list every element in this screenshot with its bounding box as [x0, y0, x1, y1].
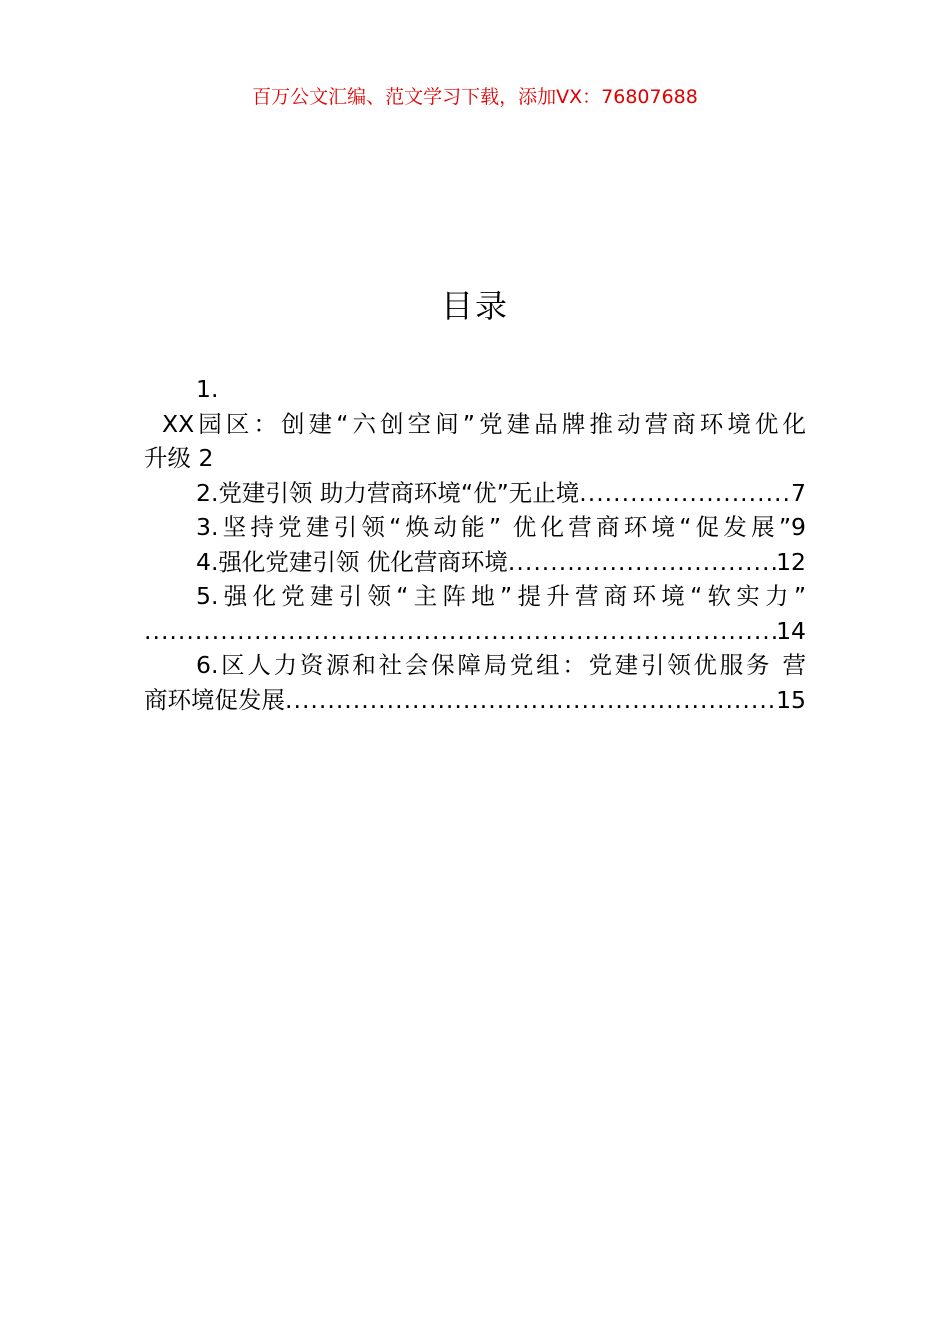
toc-item-4-text: 4.强化党建引领 优化营商环境	[196, 547, 508, 576]
toc-item-6-line1[interactable]: 6.区人力资源和社会保障局党组：党建引领优服务 营	[196, 651, 806, 679]
toc-item-1-line2[interactable]: 升级 2	[144, 444, 214, 472]
toc-item-1-line1[interactable]: XX园区：创建“六创空间”党建品牌推动营商环境优化	[162, 409, 806, 438]
table-of-contents	[144, 372, 806, 717]
toc-item-2[interactable]	[144, 476, 806, 511]
toc-item-4[interactable]	[144, 545, 806, 580]
toc-item-2-text: 2.党建引领 助力营商环境“优”无止境	[196, 478, 580, 507]
toc-item-1-number[interactable]: 1.	[196, 375, 219, 403]
toc-item-2-page: 7	[791, 478, 806, 507]
toc-item-2-leader	[579, 476, 791, 511]
toc-item-6-page: 15	[776, 685, 806, 714]
toc-item-5-page: 14	[776, 616, 806, 645]
watermark-header: 百万公文汇编、范文学习下载，添加VX：76807688	[252, 86, 698, 108]
toc-item-4-leader	[508, 545, 776, 580]
toc-item-5-line1[interactable]: 5.强化党建引领“主阵地”提升营商环境“软实力”	[196, 582, 806, 610]
toc-item-5-leader	[144, 614, 776, 649]
toc-item-6-line2[interactable]	[144, 683, 806, 718]
toc-item-3[interactable]: 3.坚持党建引领“焕动能” 优化营商环境“促发展”9	[196, 513, 806, 541]
toc-item-5-line2[interactable]	[144, 614, 806, 649]
toc-item-6-text: 商环境促发展	[144, 685, 285, 714]
toc-item-4-page: 12	[776, 547, 806, 576]
toc-item-6-leader	[285, 683, 776, 718]
page-title: 目录	[440, 287, 509, 325]
